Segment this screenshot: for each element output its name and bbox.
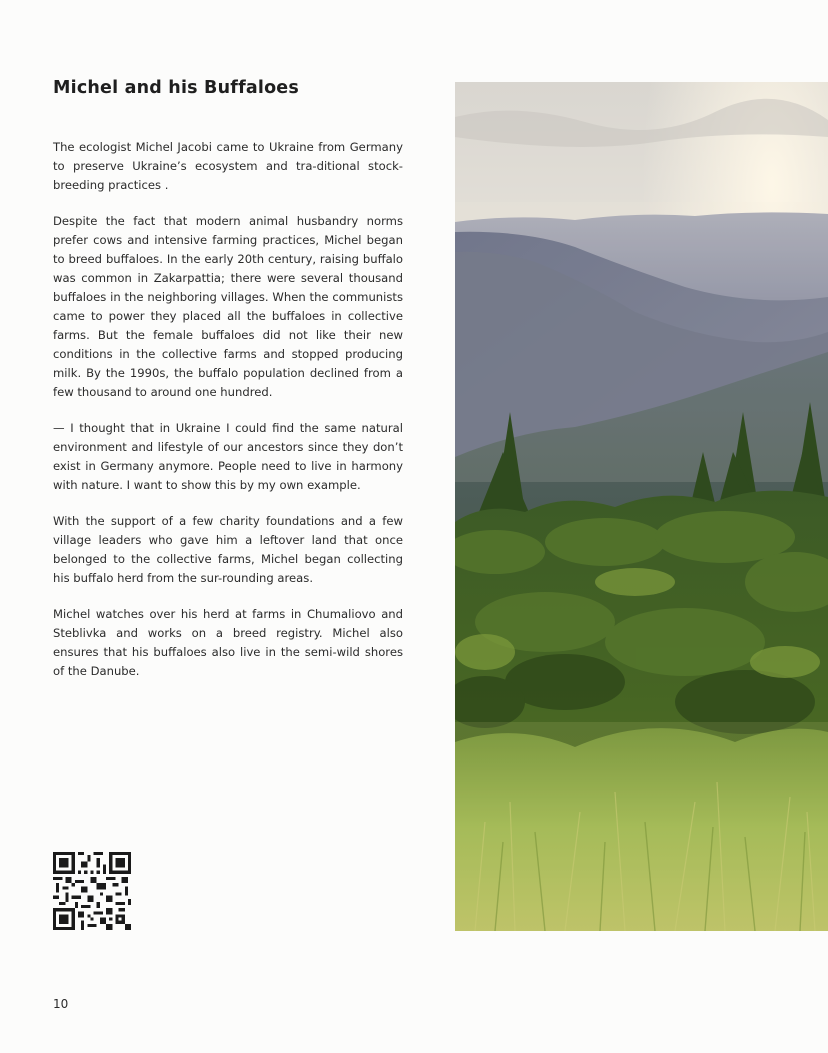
mountain-landscape-photo xyxy=(455,82,828,931)
paragraph-farms: Michel watches over his herd at farms in Chumaliovo and Steblivka and works on a breed registry. Michel also ensures that his buffaloes also live in the semi-wild shores of the Danube. xyxy=(53,607,403,678)
paragraph-quote: — I thought that in Ukraine I could find the same natural environment and lifestyle of our ancestors since they don’t exist in Germany anymore. People need to live in harmony with nature. I want to show this by my own example. xyxy=(53,421,403,492)
paragraph-history: Despite the fact that modern animal husbandry norms prefer cows and intensive farming practices, Michel began to breed buffaloes. In the early 20th century, raising buffalo was common in Zakarpattia; there were several thousand buffaloes in the neighboring villages. When the communists came to power they placed all the buffaloes in collective farms. But the female buffaloes did not like their new conditions in the collective farms and stopped producing milk. By the 1990s, the buffalo population declined from a few thousand to around one hundred. xyxy=(53,214,403,399)
paragraph-intro: The ecologist Michel Jacobi came to Ukraine from Germany to preserve Ukraine’s ecosystem and tra-ditional stock-breeding practices . xyxy=(53,140,403,192)
qr-code-icon[interactable] xyxy=(53,852,131,930)
paragraph-support: With the support of a few charity foundations and a few village leaders who gave him a leftover land that once belonged to the collective farms, Michel began collecting his buffalo herd from the sur-rounding areas. xyxy=(53,514,403,585)
page-number: 10 xyxy=(53,997,69,1011)
page-title: Michel and his Buffaloes xyxy=(53,78,299,98)
article-body xyxy=(53,138,403,698)
